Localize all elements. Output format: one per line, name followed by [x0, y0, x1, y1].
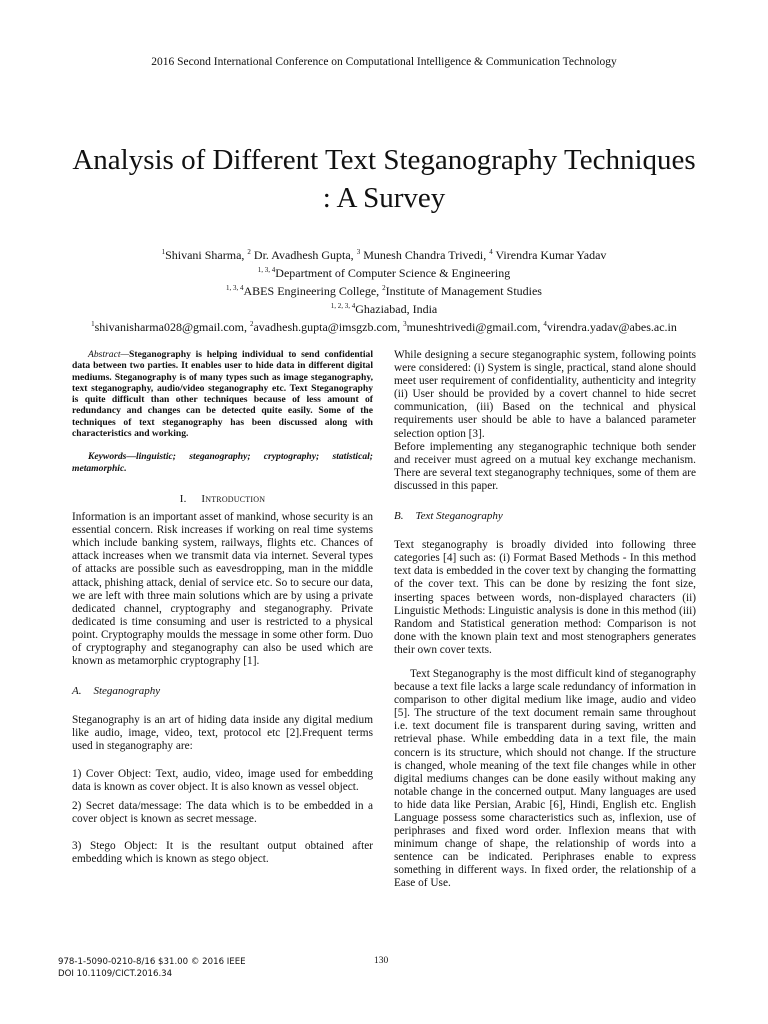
term-cover-object: 1) Cover Object: Text, audio, video, image used for embedding data is known as cover object. It is also known as vessel object.	[72, 767, 373, 793]
abstract	[72, 349, 373, 439]
difficulty-paragraph: Text Steganography is the most difficult kind of steganography because a text file lacks a large scale redundancy of information in comparison to other digital medium like image, audio and video [5]. The structure of the text document remain same throughout i.e. text document file is transparent during saving, written and retrieval phase. While embedding data in a text file, the main concern is its structure, which should not change. If the structure is changed, whole meaning of the text file changes while in other digital mediums changes can be done easily without making any notable change in the concerned output. Many languages are used to hide data like Persian, Arabic [6], Hindi, English etc. English Language possess some characteristics such as, inflexion, use of periphrases and fixed word order. Inflexion means that with minimum change of shape, the relationship of words into a sentence can be indicated. Periphrases enable to express something in different ways. In fixed order, the relationship of a Ease of Use.	[394, 667, 696, 890]
categories-paragraph: Text steganography is broadly divided into following three categories [4] such as: (i) Format Based Methods - In this method text data is embedded in the cover text by changing the formatting of the cover text. This can be done by resizing the font size, inserting spaces between words, non-displayed characters (ii) Linguistic Methods: Linguistic analysis is done in this method (iii) Random and Statistical generation method: Comparison is not done with the known plain text and most stenographers generates their own cover texts.	[394, 539, 696, 656]
author-institutions	[40, 281, 728, 299]
keywords: Keywords—linguistic; steganography; cryptography; statistical; metamorphic.	[72, 451, 373, 474]
doi: DOI 10.1109/CICT.2016.34	[58, 969, 173, 979]
email-sup: 3	[403, 320, 407, 328]
email-sup: 2	[249, 320, 254, 328]
abstract-lead: Abstract—	[88, 349, 130, 360]
email-sup: 1	[91, 320, 95, 328]
affiliation-sup: 1, 3, 4	[226, 284, 244, 292]
city: Ghaziabad, India	[355, 302, 438, 316]
conference-header: 2016 Second International Conference on Computational Intelligence & Communication Technology	[151, 56, 617, 68]
author-name: Shivani Sharma,	[165, 248, 248, 262]
key-exchange-paragraph: Before implementing any steganographic technique both sender and receiver must agreed on a mutual key exchange mechanism. There are several text steganography techniques, some of them are discussed in this paper.	[394, 440, 696, 492]
right-column	[394, 349, 696, 891]
author-name: Munesh Chandra Trivedi,	[360, 248, 490, 262]
subsection-heading-steganography	[72, 685, 373, 698]
subsection-label: B.	[394, 510, 404, 523]
subsection-label: A.	[72, 685, 82, 698]
author-sup: 4	[489, 248, 493, 256]
email-sup: 4	[543, 320, 547, 328]
subsection-title: Text Steganography	[415, 510, 503, 523]
abstract-text: Steganography is helping individual to send confidential data between two parties. It enables user to hide data in different digital mediums. Steganography is of many types such as image steganography, text steganography, audio/video steganography etc. Text Steganography is quite difficult than other techniques because of less amount of redundancy and changes can be detected quite easily. Some of the techniques of text steganography has been discussed along with characteristics and working.	[72, 349, 373, 440]
email: virendra.yadav@abes.ac.in	[546, 320, 677, 334]
title-line-2: : A Survey	[322, 182, 446, 214]
section-title: Introduction	[201, 492, 266, 505]
subsection-title: Steganography	[93, 685, 161, 698]
term-secret-message: 2) Secret data/message: The data which is to be embedded in a cover object is known as secret message.	[72, 799, 373, 825]
author-department	[40, 263, 728, 281]
author-block	[40, 245, 728, 335]
author-sup: 1	[161, 248, 166, 256]
affiliation-sup: 1, 2, 3, 4	[330, 302, 356, 310]
term-stego-object: 3) Stego Object: It is the resultant output obtained after embedding which is known as stego object.	[72, 839, 373, 866]
author-city	[40, 299, 728, 317]
author-emails	[40, 317, 728, 335]
paper-title	[40, 141, 728, 217]
affiliation-sup: 2	[382, 284, 386, 292]
email: muneshtrivedi@gmail.com,	[406, 320, 544, 334]
college: ABES Engineering College,	[243, 284, 383, 298]
section-number: I.	[179, 492, 187, 505]
section-heading-introduction	[72, 493, 373, 506]
institute: Institute of Management Studies	[385, 284, 542, 298]
email: shivanisharma028@gmail.com,	[94, 320, 250, 334]
footer-identifiers	[58, 956, 246, 980]
subsection-heading-text-steganography	[394, 510, 696, 523]
intro-paragraph: Information is an important asset of mankind, whose security is an essential concern. Risk increases if working on real time systems which include banking system, railways, flights etc. Chances of attack increases when we transmit data via internet. Several types of attacks are possible such as eavesdropping, man in the middle attack, phishing attack, denial of service etc. So to secure our data, we are left with three main solutions which are by using a private dedicated channel, cryptography and steganography. Private dedicated is time consuming and user is restricted to a physical point. Cryptography moulds the message in some other form. Duo of cryptography and steganography can also be used which are known as metamorphic cryptography [1].	[72, 511, 373, 668]
author-sup: 2	[247, 248, 251, 256]
author-names	[40, 245, 728, 263]
author-name: Dr. Avadhesh Gupta,	[250, 248, 357, 262]
department: Department of Computer Science & Engineering	[275, 266, 511, 280]
left-column	[72, 349, 373, 866]
design-paragraph: While designing a secure steganographic system, following points were considered: (i) System is single, practical, stand alone should meet user requirement of confidentiality, authenticity and integrity (ii) User should be provided by a covert channel to hide secret communication, (iii) Based on the technical and physical requirements user should be able to have a balanced parameter selection option [3].	[394, 349, 696, 440]
affiliation-sup: 1, 3, 4	[257, 266, 276, 274]
author-name: Virendra Kumar Yadav	[492, 248, 607, 262]
steganography-paragraph: Steganography is an art of hiding data inside any digital medium like audio, image, video, text, protocol etc [2].Frequent terms used in steganography are:	[72, 714, 373, 753]
author-sup: 3	[356, 248, 361, 256]
title-line-1: Analysis of Different Text Steganography Techniques	[72, 144, 696, 176]
email: avadhesh.gupta@imsgzb.com,	[253, 320, 404, 334]
page-number: 130	[374, 956, 389, 966]
isbn-price: 978-1-5090-0210-8/16 $31.00 © 2016 IEEE	[58, 957, 246, 967]
